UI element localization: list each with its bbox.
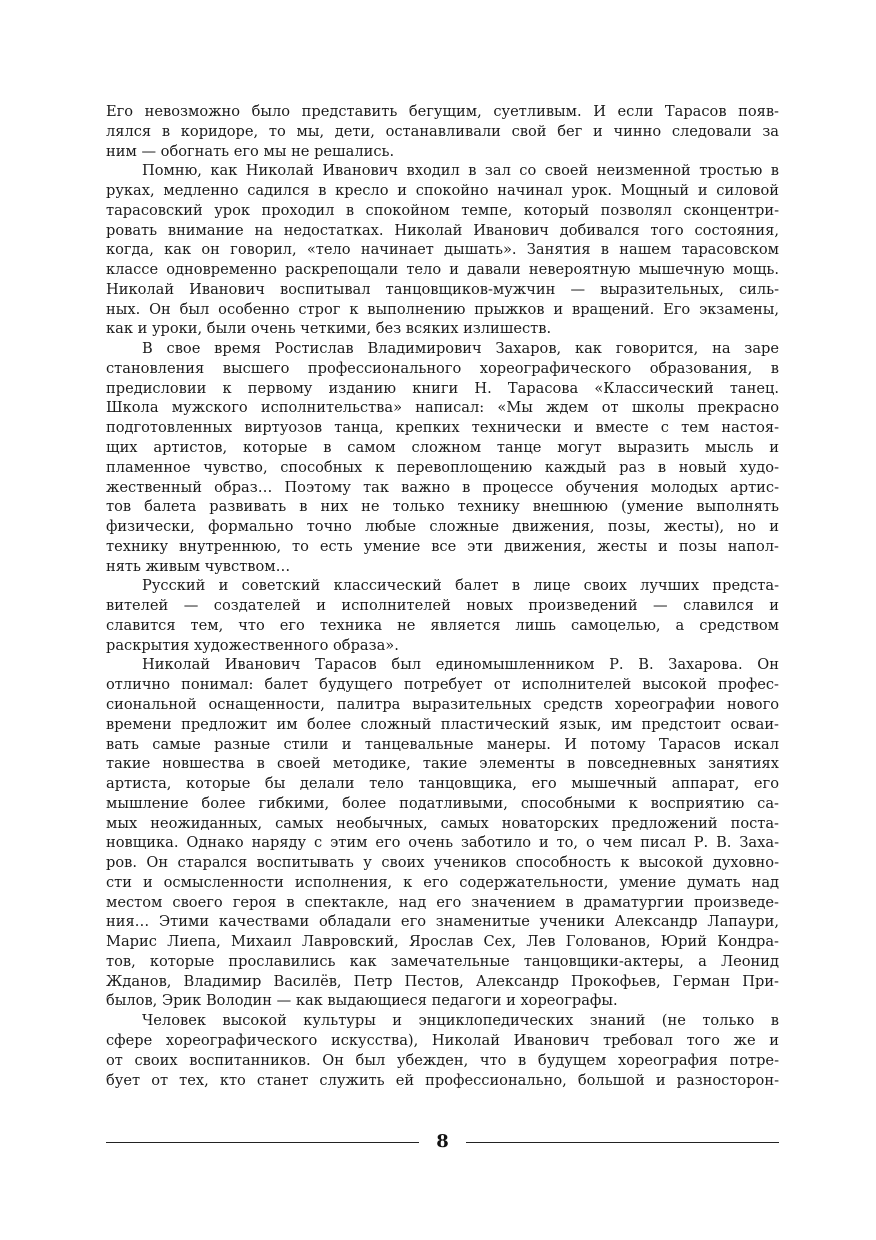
text-line: лялся в коридоре, то мы, дети, останавливали свой бег и чинно следовали за: [106, 122, 779, 140]
text-line: вителей — создателей и исполнителей новых произведений — славился и: [106, 597, 779, 615]
text-line: былов, Эрик Володин — как выдающиеся педагоги и хореографы.: [106, 992, 618, 1010]
text-line: как и уроки, были очень четкими, без всяких излишеств.: [106, 320, 552, 338]
text-line: становления высшего профессионального хореографического образования, в: [106, 359, 779, 377]
text-line: времени предложит им более сложный пластический язык, им предстоит осваи-: [106, 715, 779, 733]
text-line: руках, медленно садился в кресло и спокойно начинал урок. Мощный и силовой: [106, 182, 779, 200]
text-line: классе одновременно раскрепощали тело и давали невероятную мышечную мощь.: [106, 261, 779, 279]
text-line: пламенное чувство, способных к перевоплощению каждый раз в новый худо-: [106, 458, 779, 476]
text-line: такие новшества в своей методике, такие элементы в повседневных занятиях: [106, 755, 779, 773]
text-line: щих артистов, которые в самом сложном танце могут выразить мысль и: [106, 439, 779, 457]
text-line: местом своего героя в спектакле, над его значением в драматургии произведе-: [106, 893, 779, 911]
text-line: Николай Иванович Тарасов был единомышленником Р. В. Захарова. Он: [142, 656, 779, 674]
text-line: физически, формально точно любые сложные движения, позы, жесты), но и: [106, 518, 779, 536]
text-line: В свое время Ростислав Владимирович Захаров, как говорится, на заре: [142, 340, 779, 358]
text-line: ров. Он старался воспитывать у своих учеников способность к высокой духовно-: [106, 854, 779, 872]
text-line: нять живым чувством…: [106, 557, 291, 575]
text-line: Школа мужского исполнительства» написал: «Мы ждем от школы прекрасно: [106, 399, 779, 417]
text-line: тарасовский урок проходил в спокойном темпе, который позволял сконцентри-: [106, 201, 779, 219]
text-line: артиста, которые бы делали тело танцовщика, его мышечный аппарат, его: [106, 775, 779, 793]
text-line: от своих воспитанников. Он был убежден, что в будущем хореография потре-: [106, 1051, 779, 1069]
text-line: когда, как он говорил, «тело начинает дышать». Занятия в нашем тарасовском: [106, 241, 779, 259]
text-line: сфере хореографического искусства), Николай Иванович требовал того же и: [106, 1031, 779, 1049]
text-line: ния… Этими качествами обладали его знаменитые ученики Александр Лапаури,: [106, 913, 779, 931]
text-line: Помню, как Николай Иванович входил в зал со своей неизменной тростью в: [142, 162, 779, 180]
text-line: жественный образ… Поэтому так важно в процессе обучения молодых артис-: [106, 478, 779, 496]
text-line: тов балета развивать в них не только технику внешнюю (умение выполнять: [106, 498, 779, 516]
text-line: Марис Лиепа, Михаил Лавровский, Ярослав Сех, Лев Голованов, Юрий Кондра-: [106, 933, 779, 951]
text-line: сти и осмысленности исполнения, к его содержательности, умение думать над: [106, 873, 779, 891]
text-line: раскрытия художественного образа».: [106, 636, 399, 654]
text-line: отлично понимал: балет будущего потребует от исполнителей высокой профес-: [106, 676, 779, 694]
footer-rule-right: [466, 1142, 779, 1143]
text-line: сиональной оснащенности, палитра выразительных средств хореографии нового: [106, 695, 779, 713]
text-line: бует от тех, кто станет служить ей профессионально, большой и разносторон-: [106, 1071, 779, 1089]
text-line: тов, которые прославились как замечательные танцовщики-актеры, а Леонид: [106, 952, 779, 970]
text-line: предисловии к первому изданию книги Н. Тарасова «Классический танец.: [106, 379, 779, 397]
page-footer: [106, 1128, 779, 1158]
text-line: ним — обогнать его мы не решались.: [106, 142, 395, 160]
text-line: ных. Он был особенно строг к выполнению прыжков и вращений. Его экзамены,: [106, 300, 779, 318]
text-line: Человек высокой культуры и энциклопедических знаний (не только в: [142, 1012, 779, 1030]
text-line: Жданов, Владимир Василёв, Петр Пестов, Александр Прокофьев, Герман При-: [106, 972, 779, 990]
text-line: мых неожиданных, самых необычных, самых новаторских предложений поста-: [106, 814, 779, 832]
text-line: Его невозможно было представить бегущим, суетливым. И если Тарасов появ-: [106, 103, 779, 120]
text-line: технику внутреннюю, то есть умение все эти движения, жесты и позы напол-: [106, 537, 779, 555]
text-line: мышление более гибкими, более податливыми, способными к восприятию са-: [106, 794, 779, 812]
text-line: новщика. Однако наряду с этим его очень заботило и то, о чем писал Р. В. Заха-: [106, 834, 779, 852]
text-line: вать самые разные стили и танцевальные манеры. И потому Тарасов искал: [106, 735, 779, 753]
text-line: славится тем, что его техника не является лишь самоцелью, а средством: [106, 616, 779, 634]
text-line: Николай Иванович воспитывал танцовщиков-мужчин — выразительных, силь-: [106, 280, 779, 298]
text-line: ровать внимание на недостатках. Николай Иванович добивался того состояния,: [106, 221, 779, 239]
footer-rule-left: [106, 1142, 419, 1143]
text-line: подготовленных виртуозов танца, крепких технически и вместе с тем настоя-: [106, 419, 779, 437]
body-text: [106, 102, 779, 1090]
text-line: Русский и советский классический балет в лице своих лучших предста-: [142, 577, 779, 595]
page-number: 8: [436, 1131, 449, 1152]
